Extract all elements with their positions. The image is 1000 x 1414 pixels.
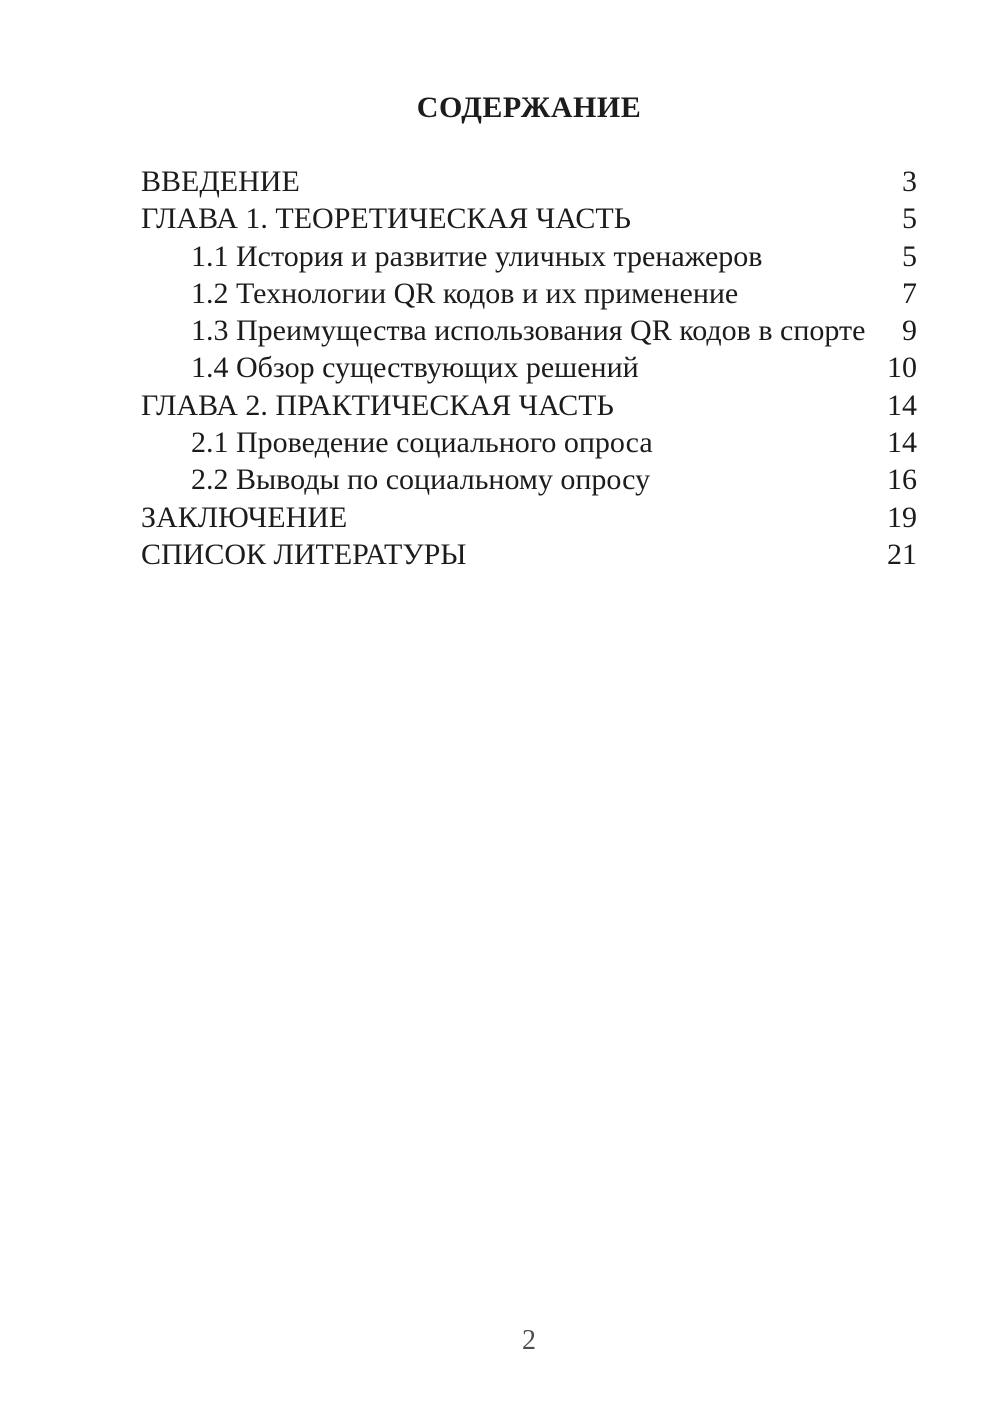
page-title: СОДЕРЖАНИЕ	[416, 91, 642, 124]
toc-entry	[141, 200, 917, 237]
toc-entry-page: 14	[887, 388, 917, 422]
toc-entry-page: 16	[887, 463, 917, 497]
toc-entry-label: 1.1 История и развитие уличных тренажеров	[191, 239, 763, 273]
toc-entry-label: 2.2 Выводы по социальному опросу	[191, 463, 651, 497]
footer-page-number: 2	[522, 1325, 536, 1356]
toc-entry	[141, 312, 917, 349]
toc-entry	[141, 536, 917, 573]
toc-entry-page: 19	[887, 500, 917, 534]
toc-entry	[141, 387, 917, 424]
toc-entry-page: 9	[902, 314, 917, 348]
toc-entry-label: ГЛАВА 1. ТЕОРЕТИЧЕСКАЯ ЧАСТЬ	[141, 202, 631, 236]
toc-entry-page: 7	[902, 276, 917, 310]
toc-entry-page: 14	[887, 426, 917, 460]
toc-entry	[141, 238, 917, 275]
page-content	[0, 90, 1000, 573]
toc-entry-page: 21	[887, 537, 917, 571]
toc-entry-page: 5	[902, 239, 917, 273]
toc-entry-label: 2.1 Проведение социального опроса	[191, 426, 653, 460]
toc-entry	[141, 163, 917, 200]
toc-entry-page: 5	[902, 202, 917, 236]
toc-entry	[141, 275, 917, 312]
toc-list	[141, 163, 917, 573]
toc-entry-page: 3	[902, 165, 917, 198]
toc-entry-label: ГЛАВА 2. ПРАКТИЧЕСКАЯ ЧАСТЬ	[141, 388, 614, 422]
toc-entry-label: 1.3 Преимущества использования QR кодов в спорте	[191, 314, 866, 348]
toc-entry	[141, 499, 917, 536]
toc-entry-label: ВВЕДЕНИЕ	[141, 165, 300, 198]
toc-entry-page: 10	[887, 351, 917, 385]
toc-entry	[141, 424, 917, 461]
toc-entry	[141, 349, 917, 386]
toc-entry-label: СПИСОК ЛИТЕРАТУРЫ	[141, 537, 467, 571]
toc-entry-label: 1.2 Технологии QR кодов и их применение	[191, 276, 739, 310]
toc-entry	[141, 461, 917, 498]
toc-entry-label: 1.4 Обзор существующих решений	[191, 351, 639, 385]
toc-entry-label: ЗАКЛЮЧЕНИЕ	[141, 500, 348, 534]
